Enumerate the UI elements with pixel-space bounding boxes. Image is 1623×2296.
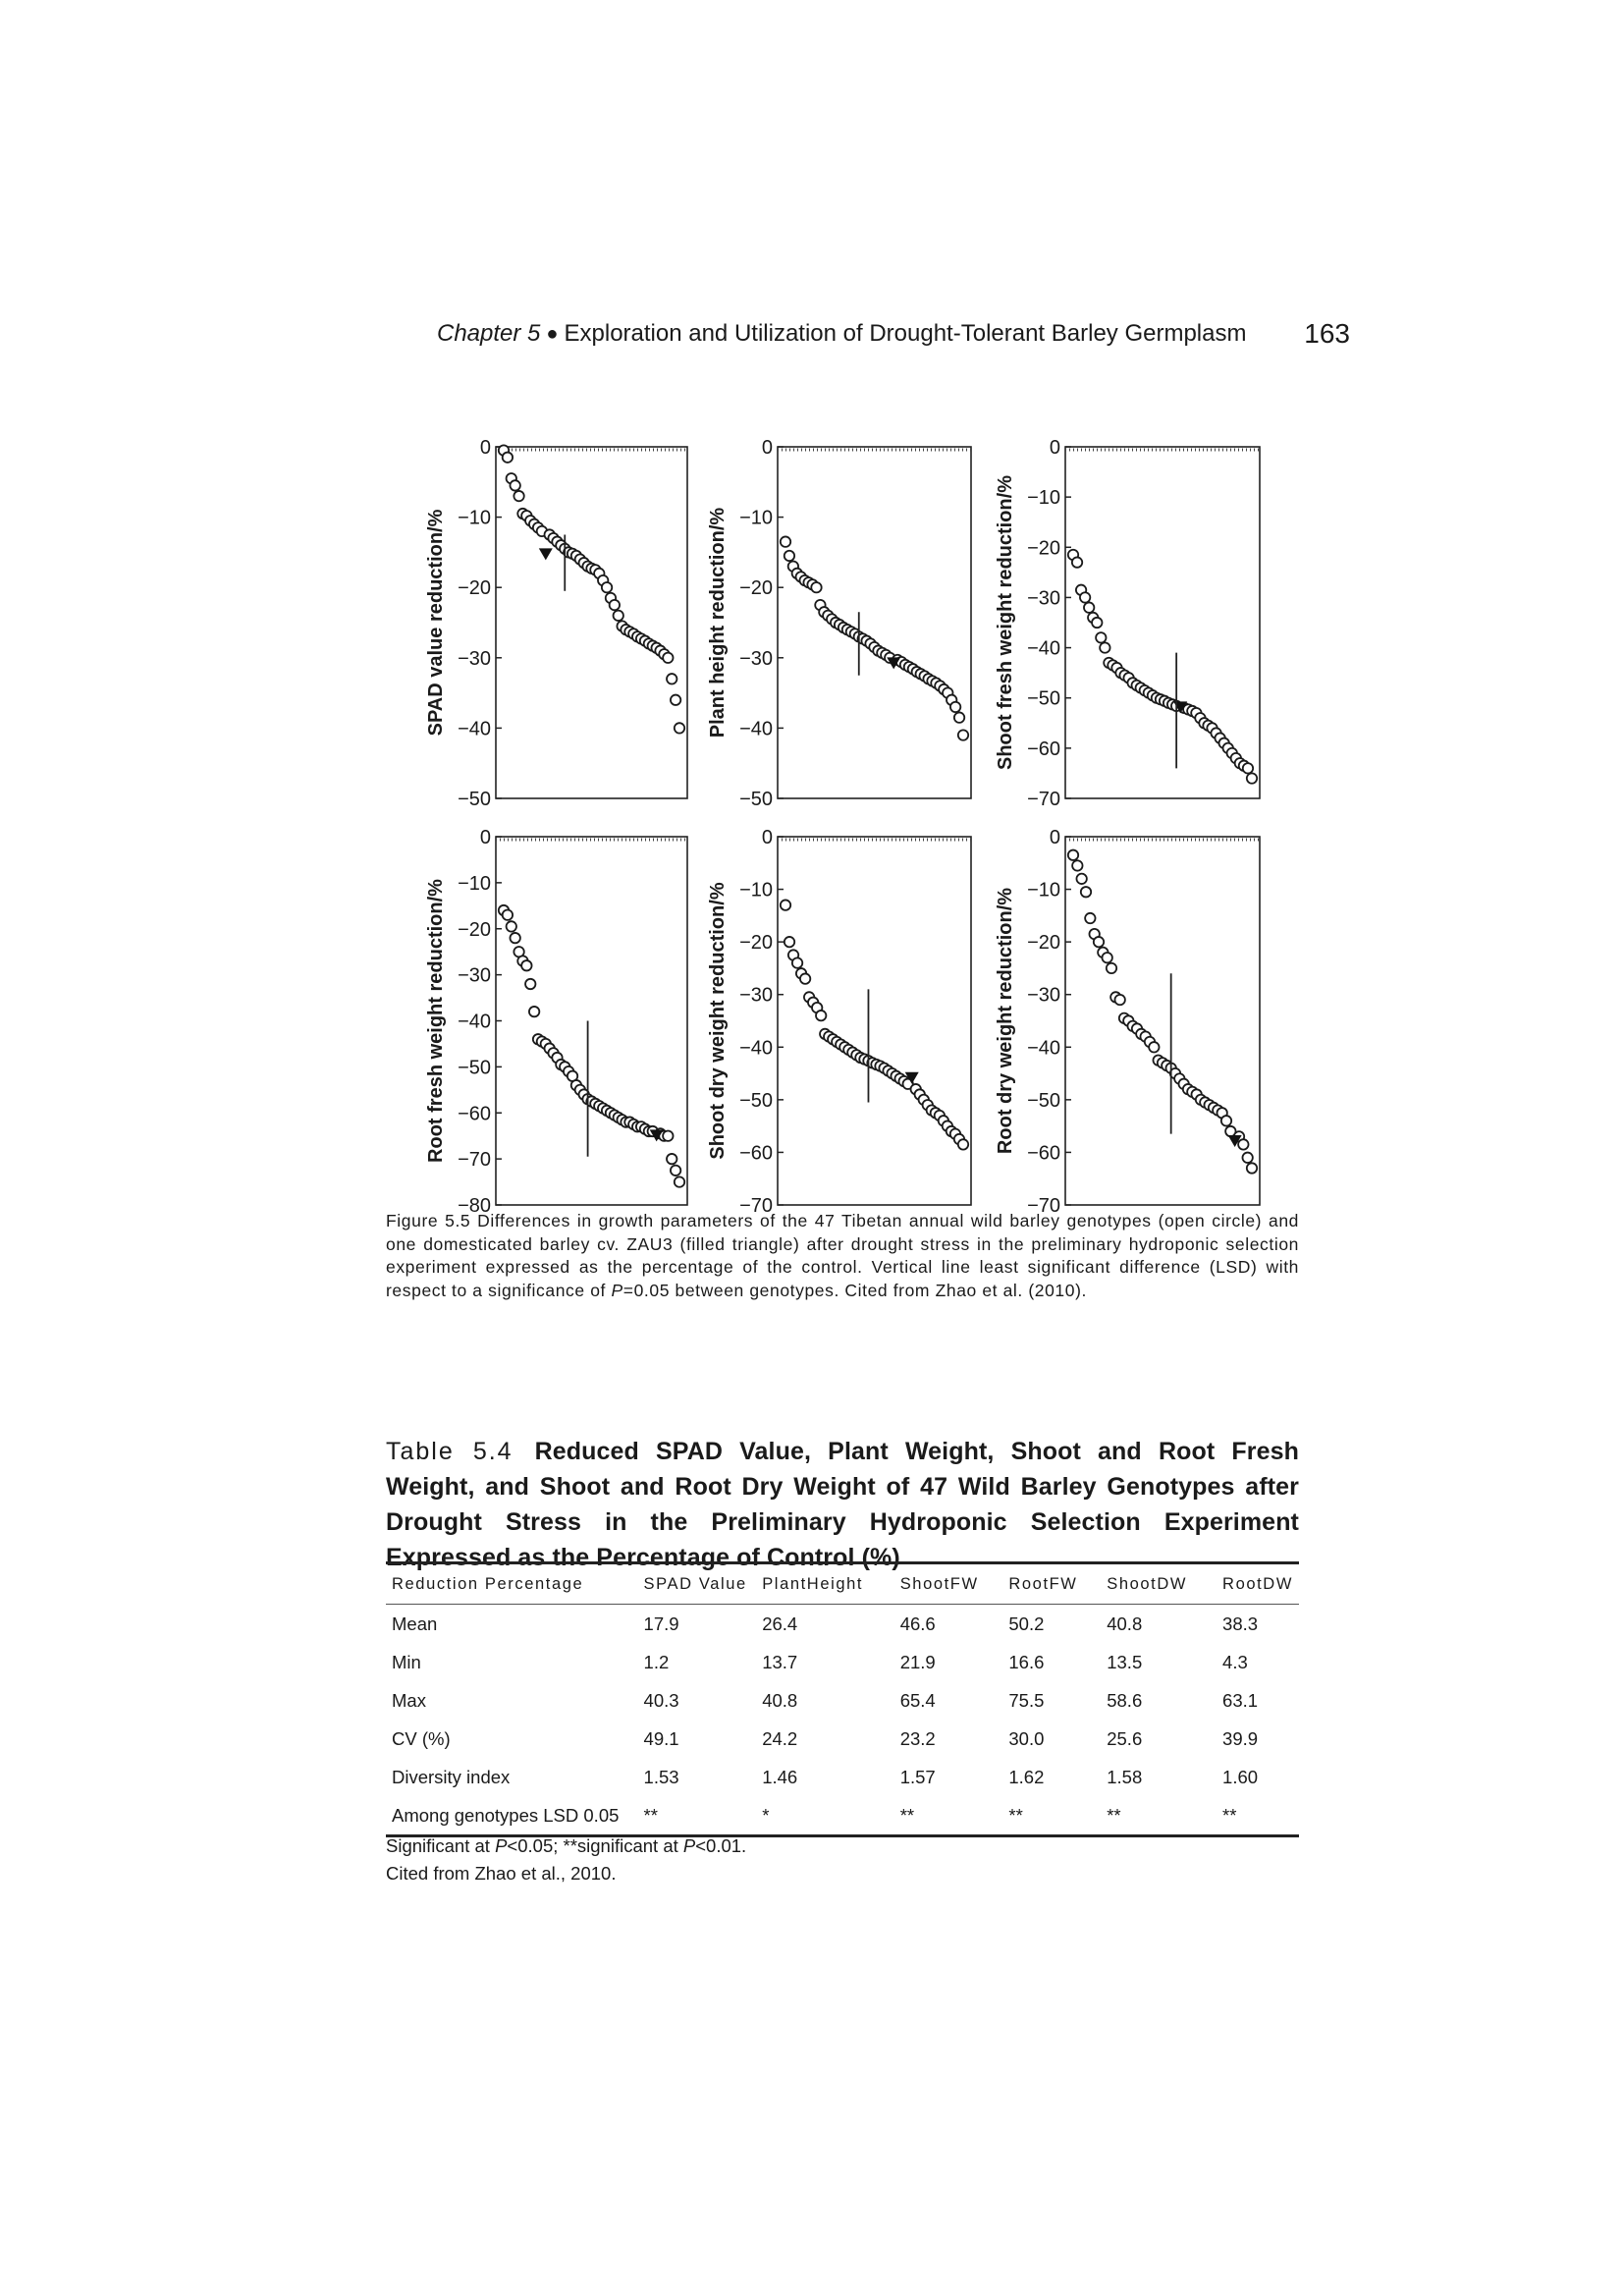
table-cell: 39.9 [1222,1727,1259,1749]
bullet-separator: ● [546,323,559,345]
data-point [1068,850,1078,860]
chart-panel-1 [425,437,687,810]
caption-text-1: Figure 5.5 Differences in growth parameters of the 47 Tibetan annual wild barley genotypes (open circle) and one domesticated barley cv. ZAU3 (filled triangle) after drought stress in the preliminary hydroponic selection experiment expressed as the percentage of the control. Vertical line least significant difference (LSD) with respect to a significance of [386,1211,1299,1300]
data-point [510,480,519,490]
data-point [1243,763,1253,773]
data-point [503,909,513,919]
y-tick-label: −40 [739,718,773,740]
y-axis-label: Plant height reduction/% [707,507,729,738]
y-tick-label: −50 [739,1089,773,1112]
y-tick-label: −60 [1027,738,1060,760]
table-cell: 21.9 [899,1651,936,1672]
table-cell: 26.4 [762,1613,798,1634]
data-point [1221,1116,1231,1125]
data-point [800,973,810,983]
data-point [784,937,794,947]
table-cell: 13.5 [1107,1651,1143,1672]
significance-note [386,1832,1299,1860]
chapter-label: Chapter 5 [437,320,541,347]
note-text: Significant at [386,1835,496,1856]
y-tick-label: −50 [1027,1089,1060,1112]
table-cell: 38.3 [1222,1613,1259,1634]
data-point [1076,874,1086,884]
data-point [514,491,523,501]
table-cell: 17.9 [643,1613,679,1634]
y-tick-label: −40 [1027,1037,1060,1060]
data-point [1100,642,1109,652]
table-cell: Diversity index [392,1766,511,1787]
y-tick-label: −80 [458,1195,491,1217]
table-cell: 24.2 [762,1727,798,1749]
data-point [1084,602,1094,612]
y-tick-label: −40 [739,1037,773,1060]
table-row [386,1720,1299,1758]
table-cell: 40.3 [643,1689,679,1711]
table-row [386,1758,1299,1796]
y-tick-label: 0 [479,437,491,459]
table-cell: 23.2 [899,1727,936,1749]
table-cell: 63.1 [1222,1689,1259,1711]
data-point [1096,632,1106,642]
table-cell: Among genotypes LSD 0.05 [386,1796,638,1836]
y-axis-label: Root dry weight reduction/% [995,887,1016,1155]
data-point [675,1176,684,1186]
header-cell: PlantHeight [756,1563,893,1605]
data-point [663,1130,673,1140]
table-cell: 65.4 [899,1689,936,1711]
data-point [614,611,623,621]
plot-frame [1065,837,1260,1205]
y-tick-label: −30 [739,647,773,670]
data-point [1081,887,1091,897]
y-tick-label: −20 [1027,932,1060,955]
note-p: P [682,1835,696,1856]
figure-caption [386,1210,1299,1302]
y-tick-label: −20 [458,918,491,941]
header-cell: ShootDW [1101,1563,1217,1605]
data-point [1072,557,1082,567]
data-point [1247,1163,1257,1173]
data-point [503,453,513,463]
table-title-text: Reduced SPAD Value, Plant Weight, Shoot and Root Fresh Weight, and Shoot and Root Dry Weight of 47 Wild Barley Genotypes after Drought Stress in the Preliminary Hydroponic Selection Experiment Expressed as the Percentage of Control (%) [386,1438,1299,1571]
table-notes [386,1832,1299,1887]
data-point [1238,1139,1248,1149]
table-cell: 46.6 [899,1613,936,1634]
data-point [507,921,516,931]
table-cell: 40.8 [762,1689,798,1711]
y-tick-label: −10 [739,879,773,902]
data-point [811,582,821,592]
header-cell: RootDW [1217,1563,1299,1605]
y-tick-label: −10 [739,507,773,529]
data-point [1072,860,1082,870]
data-point [816,1011,826,1020]
data-point [958,730,968,739]
y-tick-label: −20 [739,932,773,955]
table-cell: 1.62 [1008,1766,1045,1787]
data-point [663,653,673,663]
running-head [437,317,1350,351]
note-p: P [495,1835,508,1856]
table-number: Table 5.4 [386,1438,514,1465]
data-point [1080,592,1090,602]
chart-panel-3 [995,437,1260,810]
table-cell: Max [392,1689,426,1711]
data-point [792,957,802,967]
y-tick-label: −10 [458,872,491,895]
data-point [521,960,531,970]
plot-frame [778,837,971,1205]
chart-panel-6 [995,827,1260,1217]
data-point [510,933,519,943]
data-point [1094,937,1104,947]
data-point [950,702,960,712]
y-tick-label: −70 [1027,1195,1060,1217]
table-cell: 49.1 [643,1727,679,1749]
y-tick-label: −50 [458,789,491,810]
table-cell: 13.7 [762,1651,798,1672]
y-tick-label: 0 [1049,827,1060,848]
table-row [386,1605,1299,1644]
data-point [525,979,535,989]
y-tick-label: 0 [761,827,773,848]
y-axis-label: Root fresh weight reduction/% [425,879,447,1163]
y-tick-label: −20 [739,577,773,600]
plot-frame [778,447,971,798]
table-cell: ** [1217,1796,1299,1836]
data-point [958,1139,968,1149]
y-tick-label: −70 [739,1195,773,1217]
y-tick-label: −60 [458,1103,491,1125]
data-point [1102,953,1111,962]
y-tick-label: −10 [1027,487,1060,510]
table-cell: 1.60 [1222,1766,1259,1787]
table-cell: 1.46 [762,1766,798,1787]
y-tick-label: −30 [458,647,491,670]
table-cell: 30.0 [1008,1727,1045,1749]
data-table [386,1561,1299,1837]
y-tick-label: −70 [458,1149,491,1172]
y-axis-label: Shoot fresh weight reduction/% [995,474,1016,771]
y-tick-label: −30 [1027,984,1060,1007]
table-cell: 75.5 [1008,1689,1045,1711]
y-axis-label: Shoot dry weight reduction/% [707,882,729,1160]
y-tick-label: 0 [761,437,773,459]
data-point [602,582,612,592]
table-header-row [386,1563,1299,1605]
y-tick-label: −40 [1027,637,1060,660]
caption-p: P [611,1280,623,1300]
data-point [781,536,790,546]
table-cell: 16.6 [1008,1651,1045,1672]
y-tick-label: −30 [458,964,491,987]
table-cell: 25.6 [1107,1727,1143,1749]
table-cell: 58.6 [1107,1689,1143,1711]
table-cell: Min [392,1651,421,1672]
y-tick-label: −40 [458,718,491,740]
table-cell: ** [1101,1796,1217,1836]
y-tick-label: −10 [458,507,491,529]
citation-note: Cited from Zhao et al., 2010. [386,1863,617,1884]
y-tick-label: −10 [1027,879,1060,902]
table-cell: 4.3 [1222,1651,1248,1672]
table-cell: * [756,1796,893,1836]
chapter-title: Exploration and Utilization of Drought-Tolerant Barley Germplasm [564,320,1247,347]
table-cell: 1.58 [1107,1766,1143,1787]
table-row [386,1643,1299,1681]
header-cell: RootFW [1002,1563,1101,1605]
data-point [610,600,620,610]
data-point [671,695,680,705]
table-title [386,1434,1299,1575]
caption-text-2: =0.05 between genotypes. Cited from Zhao et al. (2010). [622,1280,1087,1300]
header-cell: SPAD Value [638,1563,757,1605]
chart-panel-5 [707,827,971,1217]
data-point [1085,913,1095,923]
table-row [386,1681,1299,1720]
data-point [1114,995,1124,1005]
data-point [1092,618,1102,628]
data-point [675,723,684,733]
y-tick-label: −30 [1027,587,1060,610]
page-number: 163 [1304,318,1350,349]
chart-panel-2 [707,437,971,810]
header-cell: Reduction Percentage [386,1563,638,1605]
table-cell: 1.2 [643,1651,670,1672]
header-cell: ShootFW [894,1563,1003,1605]
data-point [667,1154,676,1164]
table-cell: ** [1002,1796,1101,1836]
table-cell: 40.8 [1107,1613,1143,1634]
y-tick-label: −40 [458,1011,491,1033]
note-text: <0.05; **significant at [507,1835,683,1856]
y-tick-label: −50 [739,789,773,810]
y-tick-label: −20 [1027,537,1060,560]
data-point [529,1007,539,1016]
control-triangle [539,548,553,560]
y-tick-label: −30 [739,984,773,1007]
data-point [781,900,790,909]
y-tick-label: −20 [458,577,491,600]
table-cell: 50.2 [1008,1613,1045,1634]
y-tick-label: −50 [458,1057,491,1079]
data-point [1149,1042,1159,1052]
plot-frame [496,447,687,798]
data-point [671,1166,680,1175]
y-axis-label: SPAD value reduction/% [425,509,447,737]
data-point [954,712,964,722]
data-point [667,674,676,683]
plot-frame [496,837,687,1205]
data-point [1107,963,1116,973]
y-tick-label: −60 [739,1142,773,1165]
table-cell: 1.57 [899,1766,936,1787]
data-point [1242,1153,1252,1163]
table-cell: Mean [392,1613,438,1634]
figure-5-5 [412,427,1276,1217]
table-cell: 1.53 [643,1766,679,1787]
table-cell: ** [638,1796,757,1836]
y-tick-label: −50 [1027,687,1060,710]
y-tick-label: −70 [1027,789,1060,810]
note-text: <0.01. [695,1835,747,1856]
table-row [386,1796,1299,1836]
table-cell: ** [894,1796,1003,1836]
data-point [1247,773,1257,783]
y-tick-label: 0 [479,827,491,848]
table-cell: CV (%) [392,1727,451,1749]
y-tick-label: −60 [1027,1142,1060,1165]
chart-panel-4 [425,827,687,1217]
data-point [784,551,794,561]
y-tick-label: 0 [1049,437,1060,459]
